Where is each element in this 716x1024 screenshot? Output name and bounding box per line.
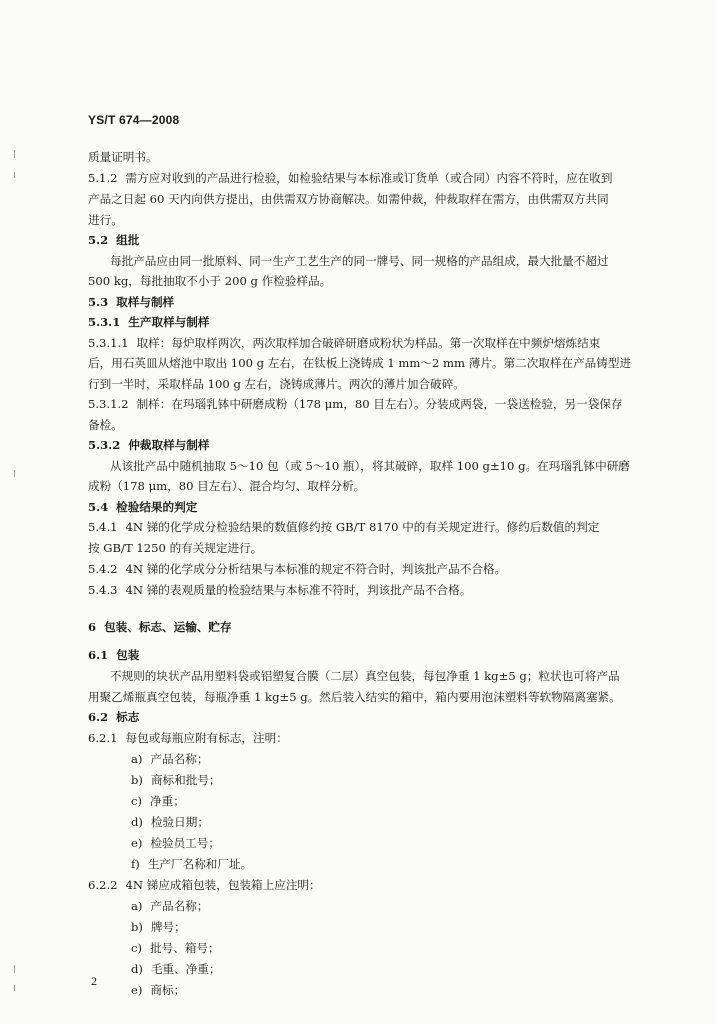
clause-5-3-1-2: 5.3.1.2 制样：在玛瑙乳钵中研磨成粉（178 μm，80 目左右）。分装成两袋，一袋送检验，另一袋保存 (88, 397, 623, 411)
page-number: 2 (91, 974, 97, 988)
clause-5-4-1: 5.4.1 4N 锑的化学成分检验结果的数值修约按 GB/T 8170 中的有关规定进行。修约后数值的判定 (88, 520, 600, 534)
list-item: d) 检验日期； (131, 815, 209, 829)
list-item: a) 产品名称； (131, 899, 209, 913)
text-line: 不规则的块状产品用塑料袋或铝塑复合膜（二层）真空包装，每包净重 1 kg±5 g；粒状也可将产品 (110, 669, 620, 683)
scan-mark (14, 172, 15, 178)
section-heading-5-3-1: 5.3.1 生产取样与制样 (88, 315, 210, 329)
list-item: b) 牌号； (131, 920, 186, 934)
text-line: 按 GB/T 1250 的有关规定进行。 (88, 541, 263, 555)
text-line: 用聚乙烯瓶真空包装，每瓶净重 1 kg±5 g。然后装入结实的箱中，箱内要用泡沫塑料等软物隔离塞紧。 (88, 690, 621, 704)
list-item: c) 净重； (131, 794, 185, 808)
text-line: 产品之日起 60 天内向供方提出，由供需双方协商解决。如需仲裁，仲裁取样在需方，由供需双方共同 (88, 192, 609, 206)
clause-5-4-3: 5.4.3 4N 锑的表观质量的检验结果与本标准不符时，判该批产品不合格。 (88, 583, 472, 597)
clause-5-4-2: 5.4.2 4N 锑的化学成分分析结果与本标准的规定不符合时，判该批产品不合格。 (88, 562, 507, 576)
text-line: 备检。 (88, 418, 123, 432)
section-heading-6-2: 6.2 标志 (88, 710, 140, 724)
text-line: 500 kg，每批抽取不小于 200 g 作检验样品。 (88, 274, 332, 288)
scan-mark (14, 150, 15, 158)
section-heading-6: 6 包装、标志、运输、贮存 (88, 620, 232, 634)
text-line: 行到一半时，采取样品 100 g 左右，浇铸成薄片。两次的薄片加合破碎。 (88, 377, 465, 391)
section-heading-5-2: 5.2 组批 (88, 233, 140, 247)
list-item: e) 检验员工号； (131, 836, 220, 850)
section-heading-5-3: 5.3 取样与制样 (88, 295, 175, 309)
list-item: f) 生产厂名称和厂址。 (131, 857, 253, 871)
clause-5-1-2: 5.1.2 需方应对收到的产品进行检验，如检验结果与本标准或订货单（或合同）内容不符时，应在收到 (88, 171, 613, 185)
clause-6-2-1: 6.2.1 每包或每瓶应附有标志，注明： (88, 731, 288, 745)
section-heading-5-4: 5.4 检验结果的判定 (88, 500, 198, 514)
text-line: 每批产品应由同一批原料、同一生产工艺生产的同一牌号、同一规格的产品组成，最大批量不超过 (110, 254, 609, 268)
list-item: b) 商标和批号； (131, 773, 221, 787)
text-line: 后，用石英皿从熔池中取出 100 g 左右，在钛板上浇铸成 1 mm～2 mm 薄片。第二次取样在产品铸型进 (88, 356, 632, 370)
list-item: a) 产品名称； (131, 752, 209, 766)
clause-5-3-1-1: 5.3.1.1 取样：每炉取样两次，两次取样加合破碎研磨成粉状为样品。第一次取样在中频炉熔炼结束 (88, 336, 601, 350)
list-item: c) 批号、箱号； (131, 941, 220, 955)
text-line: 质量证明书。 (88, 150, 158, 164)
scan-mark (14, 965, 15, 973)
text-line: 进行。 (88, 213, 123, 227)
scan-mark (14, 985, 15, 991)
section-heading-6-1: 6.1 包装 (88, 648, 140, 662)
scan-mark (14, 470, 15, 477)
clause-6-2-2: 6.2.2 4N 锑应成箱包装，包装箱上应注明： (88, 878, 321, 892)
list-item: e) 商标； (131, 983, 186, 997)
text-line: 从该批产品中随机抽取 5～10 包（或 5～10 瓶），将其破碎，取样 100 g±10 g。在玛瑙乳钵中研磨 (110, 459, 630, 473)
text-line: 成粉（178 μm，80 目左右）、混合均匀、取样分析。 (88, 479, 366, 493)
list-item: d) 毛重、净重； (131, 962, 221, 976)
section-heading-5-3-2: 5.3.2 仲裁取样与制样 (88, 438, 210, 452)
standard-number-header: YS/T 674—2008 (88, 113, 180, 127)
